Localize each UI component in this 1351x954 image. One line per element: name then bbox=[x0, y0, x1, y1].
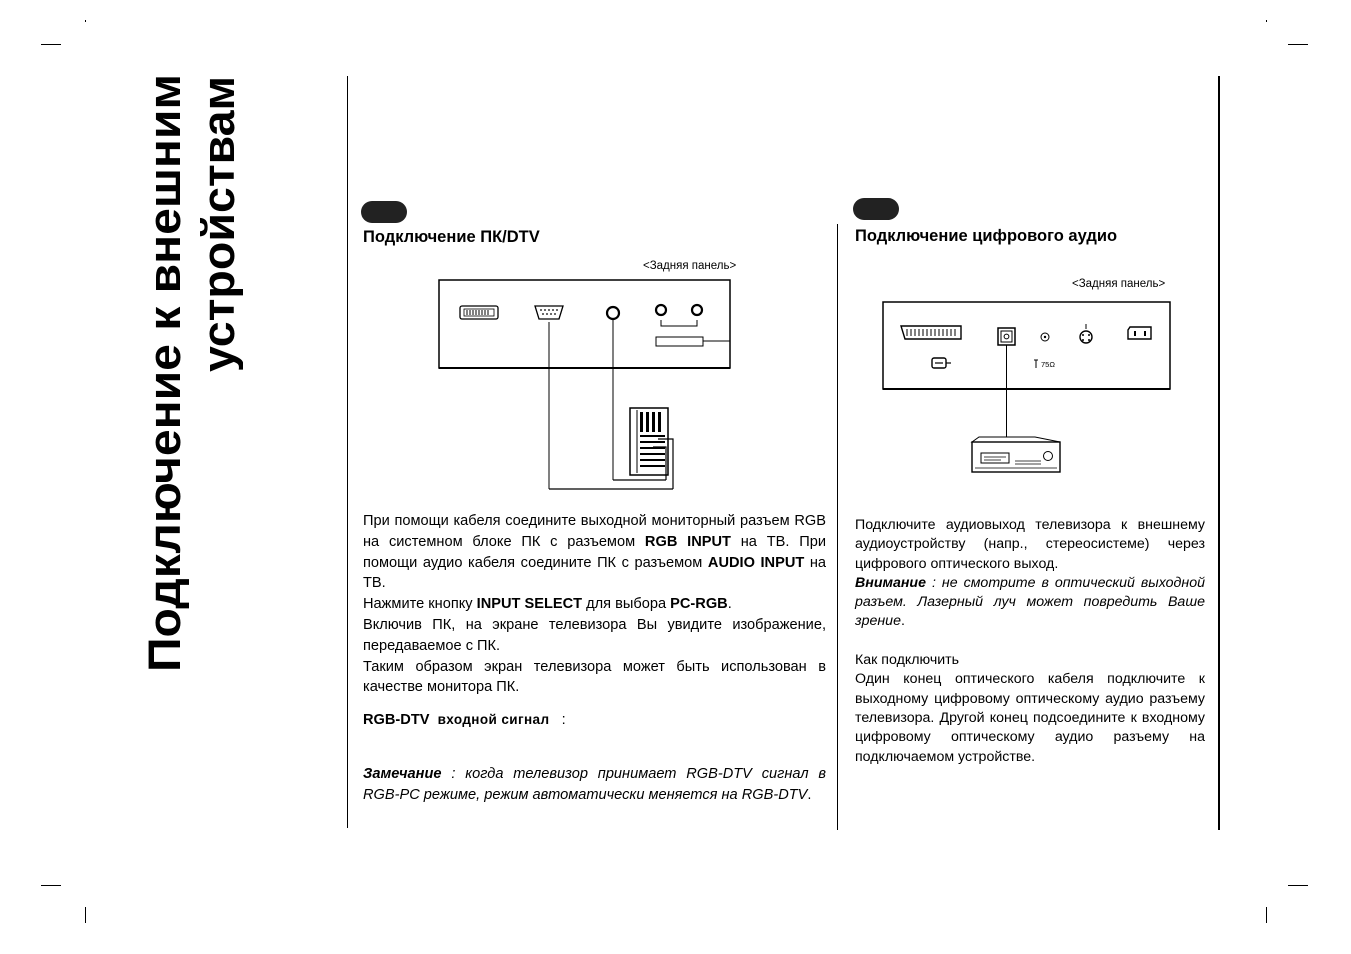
side-title-line1: Подключение к внешним bbox=[139, 111, 190, 672]
pc-tower-icon bbox=[630, 408, 668, 475]
section-marker bbox=[853, 198, 899, 220]
scart-port-icon bbox=[901, 326, 961, 339]
optical-port-icon bbox=[998, 328, 1015, 345]
section-title-pc-dtv: Подключение ПК/DTV bbox=[363, 228, 540, 246]
audio-instructions: Подключите аудиовыход телевизора к внешнему аудиоустройству (напр., стереосистеме) через цифрового оптического выход. Внимание : не смотрите в оптический выходной разъем. Лазерный луч может повредить Ваше зрение. Как подключить Один конец оптического кабеля подключите к выходному цифровому оптическому аудио разъему телевизора. Другой конец подсоедините к входному цифровому оптическому аудио разъему на подключаемом устройстве. bbox=[855, 517, 1205, 765]
antenna-impedance-label: 75Ω bbox=[1041, 360, 1055, 369]
right-border bbox=[1218, 76, 1220, 830]
rear-panel-label: <Задняя панель> bbox=[643, 260, 737, 272]
center-divider bbox=[837, 224, 838, 830]
crop-dot bbox=[85, 20, 86, 22]
section-title-digital-audio: Подключение цифрового аудио bbox=[855, 227, 1118, 245]
pc-connection-diagram bbox=[430, 275, 750, 495]
section-marker bbox=[361, 201, 407, 223]
crop-mark bbox=[85, 907, 86, 923]
rgb-dtv-signal-label: RGB-DTV входной сигнал : bbox=[363, 712, 566, 728]
crop-mark bbox=[1288, 44, 1308, 45]
antenna-port-icon bbox=[1041, 333, 1049, 341]
rgb-note: Замечание : когда телевизор принимает RGB-DTV сигнал в RGB-PC режиме, режим автоматически меняется на RGB-DTV. bbox=[363, 766, 826, 803]
crop-mark bbox=[41, 44, 61, 45]
crop-mark bbox=[1266, 907, 1267, 923]
crop-dot bbox=[1266, 20, 1267, 22]
audio-receiver-icon bbox=[972, 437, 1060, 472]
how-to-connect-title: Как подключить bbox=[855, 652, 960, 669]
crop-mark bbox=[41, 885, 61, 886]
pc-instructions: При помощи кабеля соедините выходной мониторный разъем RGB на системном блоке ПК с разъемом RGB INPUT на ТВ. При помощи аудио кабеля соедините ПК с разъемом AUDIO INPUT на ТВ. Нажмите кнопку INPUT SELECT для выбора PC-RGB. Включив ПК, на экране телевизора Вы увидите изображение, передаваемое с ПК. Таким образом экран телевизора может быть использован в качестве монитора ПК. bbox=[363, 513, 827, 696]
audio-jack-icon bbox=[607, 307, 619, 319]
crop-mark bbox=[1288, 885, 1308, 886]
side-title-line2: устройствам bbox=[193, 85, 243, 372]
vga-port-icon bbox=[535, 306, 563, 319]
side-title bbox=[138, 72, 243, 672]
audio-connection-diagram bbox=[875, 295, 1180, 480]
dvi-port-icon bbox=[460, 306, 498, 319]
power-socket-icon bbox=[1128, 327, 1151, 339]
rear-panel-label: <Задняя панель> bbox=[1072, 278, 1166, 290]
left-divider bbox=[347, 76, 348, 828]
